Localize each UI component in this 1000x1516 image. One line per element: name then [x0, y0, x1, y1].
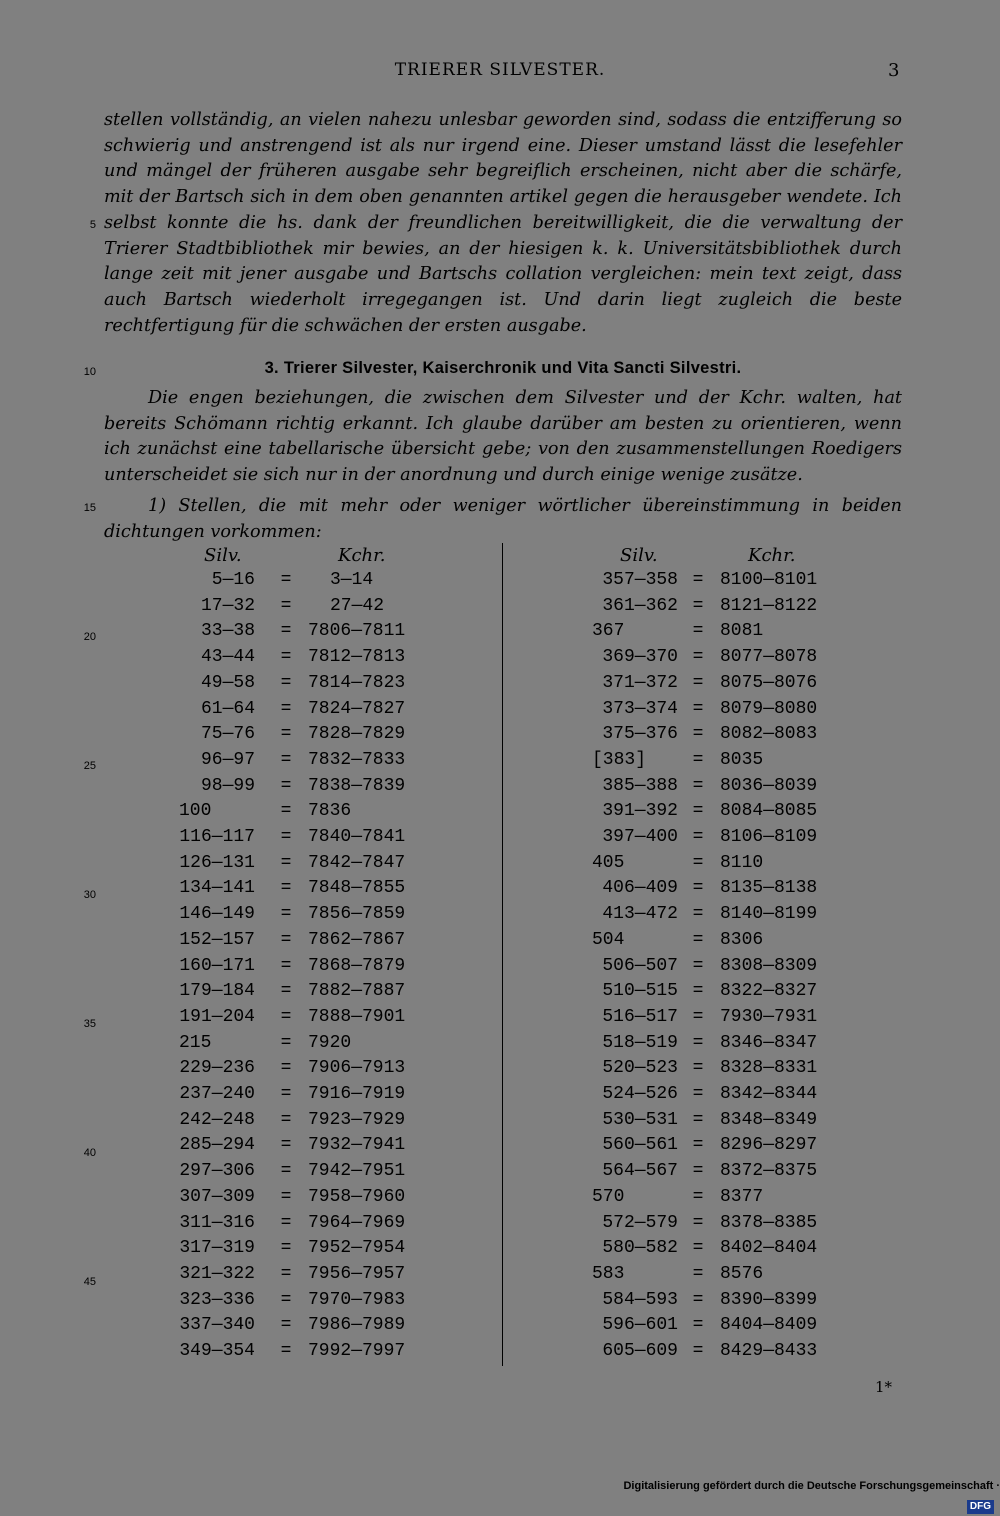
equals-sign: =: [692, 904, 704, 925]
equals-sign: =: [692, 981, 704, 1002]
equals-sign: =: [280, 595, 292, 616]
kchr-cell: 8296—8297: [720, 1135, 818, 1156]
kchr-cell: 7964—7969: [308, 1212, 406, 1233]
equals-sign: =: [280, 1006, 292, 1027]
col-head-silv-left: Silv.: [204, 545, 242, 566]
silv-cell: 367: [592, 621, 625, 642]
silv-cell: 570: [592, 1186, 625, 1207]
silv-cell: 520—523: [602, 1058, 678, 1079]
table-row: [0, 1315, 1000, 1341]
silv-cell: 160—171: [179, 955, 255, 976]
equals-sign: =: [692, 1058, 704, 1079]
col-head-silv-right: Silv.: [620, 545, 658, 566]
kchr-cell: 7882—7887: [308, 981, 406, 1002]
silv-cell: 134—141: [179, 878, 255, 899]
silv-cell: 524—526: [602, 1084, 678, 1104]
table-row: [0, 570, 1000, 596]
equals-sign: =: [280, 1135, 292, 1156]
silv-cell: 580—582: [602, 1238, 678, 1259]
table-row: [0, 1161, 1000, 1187]
silv-cell: 17—32: [200, 595, 255, 616]
equals-sign: =: [692, 749, 704, 770]
kchr-cell: 7842—7847: [308, 852, 406, 873]
equals-sign: =: [280, 1341, 292, 1361]
equals-sign: =: [280, 1109, 292, 1130]
equals-sign: =: [280, 1032, 292, 1053]
silv-cell: 43—44: [200, 647, 255, 668]
line-number: 10: [83, 366, 96, 378]
kchr-cell: 8036—8039: [720, 775, 818, 796]
kchr-cell: 8140—8199: [720, 904, 818, 925]
kchr-cell: 7828—7829: [308, 724, 406, 745]
table-row: [0, 801, 1000, 827]
silv-cell: 229—236: [179, 1058, 255, 1079]
table-row: [0, 1187, 1000, 1213]
silv-cell: 375—376: [602, 724, 678, 745]
equals-sign: =: [280, 724, 292, 745]
kchr-cell: 8081: [720, 621, 764, 642]
silv-cell: 307—309: [179, 1186, 255, 1207]
silv-cell: 564—567: [602, 1161, 678, 1182]
silv-cell: 337—340: [179, 1315, 255, 1336]
table-row: [0, 1290, 1000, 1316]
silv-cell: 504: [592, 929, 625, 950]
table-row: [0, 1213, 1000, 1239]
kchr-cell: 7923—7929: [308, 1109, 406, 1130]
equals-sign: =: [280, 955, 292, 976]
table-row: [0, 1238, 1000, 1264]
line-number: 15: [83, 502, 96, 514]
line-number: 20: [83, 631, 96, 643]
kchr-cell: 8348—8349: [720, 1109, 818, 1130]
silv-cell: 146—149: [179, 904, 255, 925]
silv-cell: 413—472: [602, 904, 678, 925]
equals-sign: =: [280, 621, 292, 642]
equals-sign: =: [692, 1341, 704, 1361]
silv-cell: 596—601: [602, 1315, 678, 1336]
equals-sign: =: [280, 1315, 292, 1336]
equals-sign: =: [692, 1006, 704, 1027]
table-row: [0, 904, 1000, 930]
line-number: 35: [83, 1018, 96, 1030]
table-row: [0, 1341, 1000, 1367]
silv-cell: 605—609: [602, 1341, 678, 1361]
equals-sign: =: [692, 1109, 704, 1130]
table-row: [0, 724, 1000, 750]
dfg-logo: DFG: [967, 1500, 994, 1514]
silv-cell: 583: [592, 1263, 625, 1284]
silv-cell: 100: [179, 801, 212, 822]
kchr-cell: 8322—8327: [720, 981, 818, 1002]
kchr-cell: 7812—7813: [308, 647, 406, 668]
silv-cell: 75—76: [200, 724, 255, 745]
silv-cell: 33—38: [200, 621, 255, 642]
kchr-cell: 8377: [720, 1186, 764, 1207]
equals-sign: =: [692, 1315, 704, 1336]
kchr-cell: 7840—7841: [308, 827, 406, 847]
kchr-cell: 8110: [720, 852, 764, 873]
equals-sign: =: [692, 698, 704, 719]
kchr-cell: 8342—8344: [720, 1084, 818, 1104]
silv-cell: 405: [592, 852, 625, 873]
equals-sign: =: [692, 1084, 704, 1104]
silv-cell: 96—97: [200, 749, 255, 770]
silv-cell: 560—561: [602, 1135, 678, 1156]
kchr-cell: 8378—8385: [720, 1212, 818, 1233]
line-number: 40: [83, 1147, 96, 1159]
silv-cell: 406—409: [602, 878, 678, 899]
equals-sign: =: [692, 878, 704, 899]
equals-sign: =: [692, 852, 704, 873]
silv-cell: 572—579: [602, 1212, 678, 1233]
col-head-kchr-right: Kchr.: [748, 545, 796, 566]
kchr-cell: 8390—8399: [720, 1289, 818, 1310]
table-row: [0, 956, 1000, 982]
equals-sign: =: [280, 1186, 292, 1207]
signature-mark: 1*: [875, 1378, 893, 1396]
kchr-cell: 8075—8076: [720, 672, 818, 693]
silv-cell: 369—370: [602, 647, 678, 668]
silv-cell: 323—336: [179, 1289, 255, 1310]
paragraph-2: Die engen beziehungen, die zwischen dem Silvester und der Kchr. walten, hat bereits Schömann richtig erkannt. Ich glaube darüber am besten zu orientieren, wenn ich zunächst eine tabellarische übersicht gebe; von den zusammenstellungen Roedigers unterscheidet sie sich nur in der anordnung und durch einige wenige zusätze.: [104, 388, 902, 486]
equals-sign: =: [280, 1238, 292, 1259]
equals-sign: =: [692, 621, 704, 642]
kchr-cell: 7868—7879: [308, 955, 406, 976]
kchr-cell: 27—42: [330, 595, 385, 616]
equals-sign: =: [692, 1263, 704, 1284]
silv-cell: 518—519: [602, 1032, 678, 1053]
kchr-cell: 8135—8138: [720, 878, 818, 899]
silv-cell: 61—64: [200, 698, 255, 719]
table-row: [0, 1033, 1000, 1059]
equals-sign: =: [280, 570, 292, 590]
kchr-cell: 7956—7957: [308, 1263, 406, 1284]
kchr-cell: 8576: [720, 1263, 764, 1284]
kchr-cell: 8100—8101: [720, 570, 818, 590]
equals-sign: =: [280, 1058, 292, 1079]
section-heading: 3. Trierer Silvester, Kaiserchronik und Vita Sancti Silvestri.: [264, 359, 742, 377]
equals-sign: =: [280, 1289, 292, 1310]
silv-cell: 237—240: [179, 1084, 255, 1104]
kchr-cell: 8077—8078: [720, 647, 818, 668]
equals-sign: =: [692, 1186, 704, 1207]
silv-cell: 584—593: [602, 1289, 678, 1310]
kchr-cell: 7862—7867: [308, 929, 406, 950]
kchr-cell: 8035: [720, 749, 764, 770]
col-head-kchr-left: Kchr.: [338, 545, 386, 566]
table-row: [0, 750, 1000, 776]
kchr-cell: 7932—7941: [308, 1135, 406, 1156]
kchr-cell: 7888—7901: [308, 1006, 406, 1027]
table-row: [0, 1058, 1000, 1084]
silv-cell: 179—184: [179, 981, 255, 1002]
equals-sign: =: [692, 672, 704, 693]
silv-cell: 391—392: [602, 801, 678, 822]
table-row: [0, 1084, 1000, 1110]
kchr-cell: 7992—7997: [308, 1341, 406, 1361]
kchr-cell: 7920: [308, 1032, 352, 1053]
equals-sign: =: [280, 929, 292, 950]
silv-cell: 152—157: [179, 929, 255, 950]
kchr-cell: 7930—7931: [720, 1006, 818, 1027]
kchr-cell: 7832—7833: [308, 749, 406, 770]
silv-cell: 371—372: [602, 672, 678, 693]
equals-sign: =: [692, 1289, 704, 1310]
equals-sign: =: [692, 775, 704, 796]
equals-sign: =: [280, 647, 292, 668]
silv-cell: 5—16: [211, 570, 255, 590]
kchr-cell: 7952—7954: [308, 1238, 406, 1259]
silv-cell: 297—306: [179, 1161, 255, 1182]
silv-cell: 510—515: [602, 981, 678, 1002]
paragraph-1: stellen vollständig, an vielen nahezu unlesbar geworden sind, sodass die entzifferung so schwierig und anstrengend ist als nur irgend eine. Dieser umstand lässt die lesefehler und mängel der früheren ausgabe sehr begreiflich erscheinen, nicht aber die schärfe, mit der Bartsch sich in dem oben genannten artikel gegen die herausgeber wendete. Ich selbst konnte die hs. dank der freundlichen bereitwilligkeit, die die verwaltung der Trierer Stadtbibliothek mir bewies, an der hiesigen k. k. Universitätsbibliothek durch lange zeit mit jener ausgabe und Bartschs collation vergleichen: mein text zeigt, dass auch Bartsch wiederholt irregegangen ist. Und darin liegt zugleich die beste rechtfertigung für die schwächen der ersten ausgabe.: [104, 110, 902, 336]
equals-sign: =: [692, 1238, 704, 1259]
equals-sign: =: [692, 595, 704, 616]
table-row: [0, 596, 1000, 622]
silv-cell: 285—294: [179, 1135, 255, 1156]
kchr-cell: 8106—8109: [720, 827, 818, 847]
line-number: 45: [83, 1276, 96, 1288]
kchr-cell: 3—14: [330, 570, 374, 590]
line-number: 5: [89, 219, 96, 231]
kchr-cell: 7916—7919: [308, 1084, 406, 1104]
table-row: [0, 647, 1000, 673]
equals-sign: =: [280, 981, 292, 1002]
equals-sign: =: [280, 878, 292, 899]
equals-sign: =: [280, 1161, 292, 1182]
equals-sign: =: [692, 1161, 704, 1182]
table-row: [0, 853, 1000, 879]
silv-cell: 373—374: [602, 698, 678, 719]
kchr-cell: 8084—8085: [720, 801, 818, 822]
line-number: 25: [83, 760, 96, 772]
dfg-banner-text: Digitalisierung gefördert durch die Deutsche Forschungsgemeinschaft ·: [623, 1480, 1000, 1492]
kchr-cell: 7970—7983: [308, 1289, 406, 1310]
kchr-cell: 8402—8404: [720, 1238, 818, 1259]
table-row: [0, 699, 1000, 725]
silv-cell: 191—204: [179, 1006, 255, 1027]
table-row: [0, 981, 1000, 1007]
equals-sign: =: [280, 775, 292, 796]
silv-cell: 49—58: [200, 672, 255, 693]
kchr-cell: 7986—7989: [308, 1315, 406, 1336]
equals-sign: =: [692, 724, 704, 745]
silv-cell: 98—99: [200, 775, 255, 796]
equals-sign: =: [280, 904, 292, 925]
silv-cell: [383]: [592, 749, 647, 770]
table-row: [0, 930, 1000, 956]
kchr-cell: 7906—7913: [308, 1058, 406, 1079]
table-row: [0, 1110, 1000, 1136]
page-number: 3: [888, 60, 900, 81]
table-row: [0, 1007, 1000, 1033]
table-row: [0, 621, 1000, 647]
equals-sign: =: [280, 1084, 292, 1104]
equals-sign: =: [692, 1032, 704, 1053]
kchr-cell: 8121—8122: [720, 595, 818, 616]
equals-sign: =: [280, 672, 292, 693]
table-row: [0, 1135, 1000, 1161]
kchr-cell: 8346—8347: [720, 1032, 818, 1053]
kchr-cell: 7806—7811: [308, 621, 406, 642]
silv-cell: 397—400: [602, 827, 678, 847]
running-head: [0, 60, 1000, 86]
equals-sign: =: [280, 827, 292, 847]
silv-cell: 361—362: [602, 595, 678, 616]
equals-sign: =: [692, 1135, 704, 1156]
kchr-cell: 7838—7839: [308, 775, 406, 796]
silv-cell: 349—354: [179, 1341, 255, 1361]
silv-cell: 126—131: [179, 852, 255, 873]
kchr-cell: 8404—8409: [720, 1315, 818, 1336]
equals-sign: =: [280, 801, 292, 822]
running-title: TRIERER SILVESTER.: [394, 60, 606, 80]
line-number: 30: [83, 889, 96, 901]
silv-cell: 506—507: [602, 955, 678, 976]
dfg-banner[interactable]: [600, 1476, 1000, 1512]
silv-cell: 357—358: [602, 570, 678, 590]
equals-sign: =: [692, 955, 704, 976]
equals-sign: =: [280, 749, 292, 770]
kchr-cell: 7848—7855: [308, 878, 406, 899]
table-row: [0, 673, 1000, 699]
equals-sign: =: [692, 647, 704, 668]
silv-cell: 116—117: [179, 827, 255, 847]
equals-sign: =: [692, 929, 704, 950]
kchr-cell: 8306: [720, 929, 764, 950]
kchr-cell: 8429—8433: [720, 1341, 818, 1361]
silv-cell: 530—531: [602, 1109, 678, 1130]
kchr-cell: 7836: [308, 801, 352, 822]
table-row: [0, 878, 1000, 904]
kchr-cell: 7824—7827: [308, 698, 406, 719]
equals-sign: =: [692, 827, 704, 847]
silv-cell: 317—319: [179, 1238, 255, 1259]
kchr-cell: 8372—8375: [720, 1161, 818, 1182]
equals-sign: =: [280, 852, 292, 873]
equals-sign: =: [280, 1212, 292, 1233]
kchr-cell: 8079—8080: [720, 698, 818, 719]
silv-cell: 516—517: [602, 1006, 678, 1027]
silv-cell: 321—322: [179, 1263, 255, 1284]
table-row: [0, 1264, 1000, 1290]
silv-cell: 215: [179, 1032, 212, 1053]
paragraph-3: 1) Stellen, die mit mehr oder weniger wörtlicher übereinstimmung in beiden dichtungen vorkommen:: [104, 496, 902, 542]
kchr-cell: 8328—8331: [720, 1058, 818, 1079]
kchr-cell: 8082—8083: [720, 724, 818, 745]
equals-sign: =: [692, 801, 704, 822]
silv-cell: 385—388: [602, 775, 678, 796]
kchr-cell: 8308—8309: [720, 955, 818, 976]
kchr-cell: 7942—7951: [308, 1161, 406, 1182]
silv-cell: 311—316: [179, 1212, 255, 1233]
table-row: [0, 776, 1000, 802]
equals-sign: =: [280, 1263, 292, 1284]
kchr-cell: 7814—7823: [308, 672, 406, 693]
equals-sign: =: [692, 570, 704, 590]
silv-cell: 242—248: [179, 1109, 255, 1130]
equals-sign: =: [692, 1212, 704, 1233]
kchr-cell: 7856—7859: [308, 904, 406, 925]
kchr-cell: 7958—7960: [308, 1186, 406, 1207]
equals-sign: =: [280, 698, 292, 719]
table-row: [0, 827, 1000, 853]
